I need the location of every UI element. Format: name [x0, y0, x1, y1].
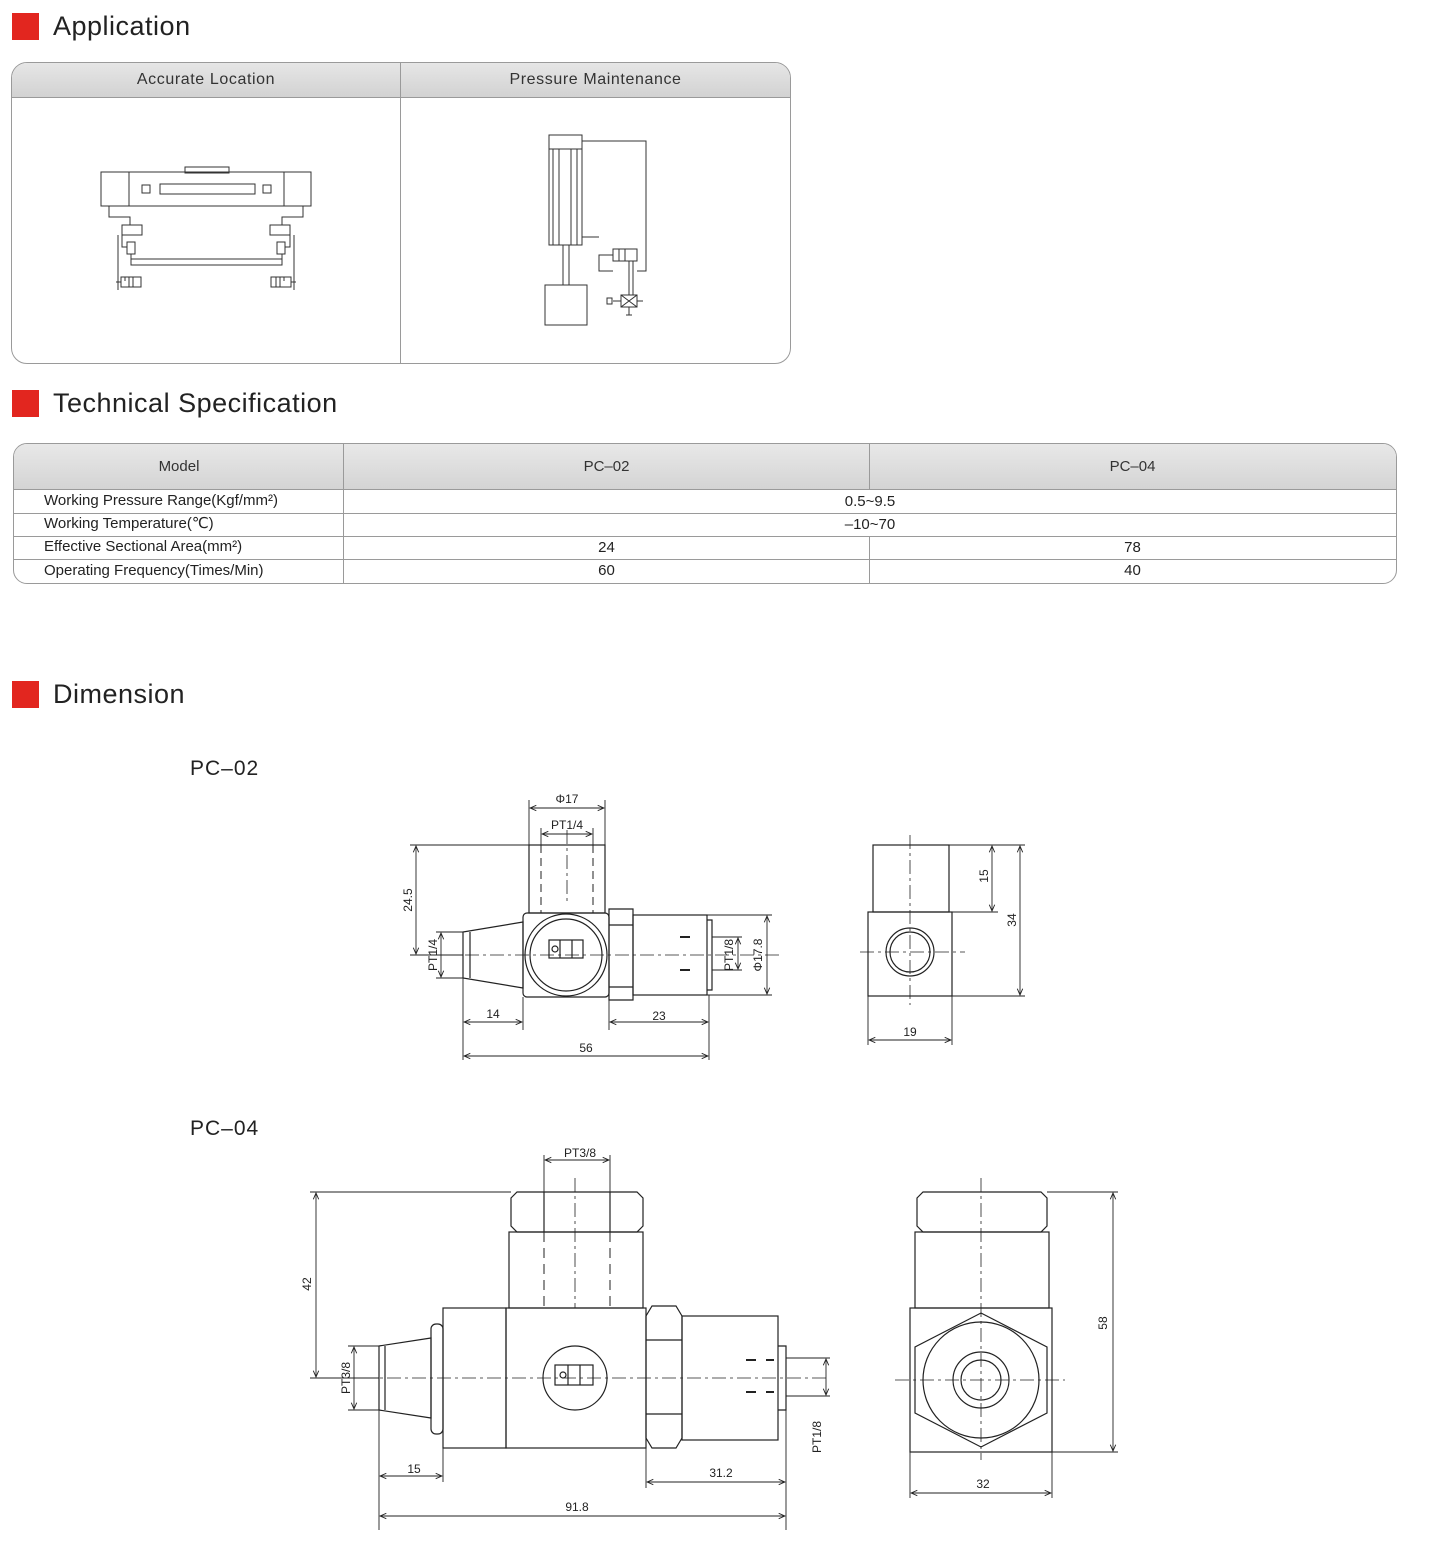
- pc04-dim-h42: 42: [300, 1277, 314, 1291]
- section-title: Technical Specification: [53, 388, 338, 418]
- spec-header-pc04: PC–04: [1109, 458, 1156, 475]
- spec-header-pc02: PC–02: [583, 458, 630, 475]
- pc02-dim-h15: 15: [977, 869, 991, 883]
- section-title: Dimension: [53, 679, 186, 709]
- pc04-dim-h58: 58: [1096, 1316, 1110, 1330]
- pc02-dim-h245: 24.5: [401, 888, 415, 912]
- pc02-dim-w19: 19: [903, 1025, 917, 1039]
- pc04-side-view: [895, 1178, 1065, 1460]
- pc04-title: PC–04: [190, 1117, 260, 1140]
- pc02-dim-pt14-top: PT1/4: [550, 818, 584, 832]
- application-col-pressure-maintenance: Pressure Maintenance: [509, 71, 682, 88]
- spec-row-value: 0.5~9.5: [844, 493, 896, 510]
- spec-row-label: Operating Frequency(Times/Min): [44, 562, 264, 579]
- section-title: Application: [53, 11, 191, 41]
- spec-row-value-pc04: 78: [1124, 539, 1141, 556]
- pc02-dim-pt14-left: PT1/4: [426, 938, 440, 972]
- pc02-side-view: [860, 835, 965, 1005]
- application-col-accurate-location: Accurate Location: [136, 71, 276, 88]
- pc04-dim-pt38-left: PT3/8: [339, 1361, 353, 1395]
- pc02-dim-h34: 34: [1005, 913, 1019, 927]
- spec-row-label: Effective Sectional Area(mm²): [44, 538, 243, 555]
- spec-row-label: Working Temperature(℃): [44, 515, 214, 532]
- pc04-dim-w15: 15: [407, 1462, 421, 1476]
- spec-row-value-pc02: 24: [598, 539, 615, 556]
- pc04-dim-pt38-top: PT3/8: [563, 1146, 597, 1160]
- spec-row-value-pc04: 40: [1124, 562, 1141, 579]
- pc02-dim-w14: 14: [486, 1007, 500, 1021]
- spec-row-value: –10~70: [844, 516, 896, 533]
- pc02-dim-d17: Φ17: [555, 792, 579, 806]
- pc04-dim-w312: 31.2: [709, 1466, 733, 1480]
- pc02-dim-w56: 56: [579, 1041, 593, 1055]
- spec-header-model: Model: [158, 458, 200, 475]
- pc02-dim-w23: 23: [652, 1009, 666, 1023]
- pc02-dim-pt18: PT1/8: [722, 938, 736, 972]
- pc04-front-view: [312, 1178, 830, 1448]
- pc04-dim-w32: 32: [976, 1477, 990, 1491]
- pc02-title: PC–02: [190, 757, 260, 780]
- pc04-dim-pt18: PT1/8: [810, 1420, 824, 1454]
- pc02-dim-d178: Φ17.8: [751, 938, 765, 972]
- pc04-dim-w918: 91.8: [565, 1500, 589, 1514]
- spec-row-label: Working Pressure Range(Kgf/mm²): [44, 492, 278, 509]
- spec-row-value-pc02: 60: [598, 562, 615, 579]
